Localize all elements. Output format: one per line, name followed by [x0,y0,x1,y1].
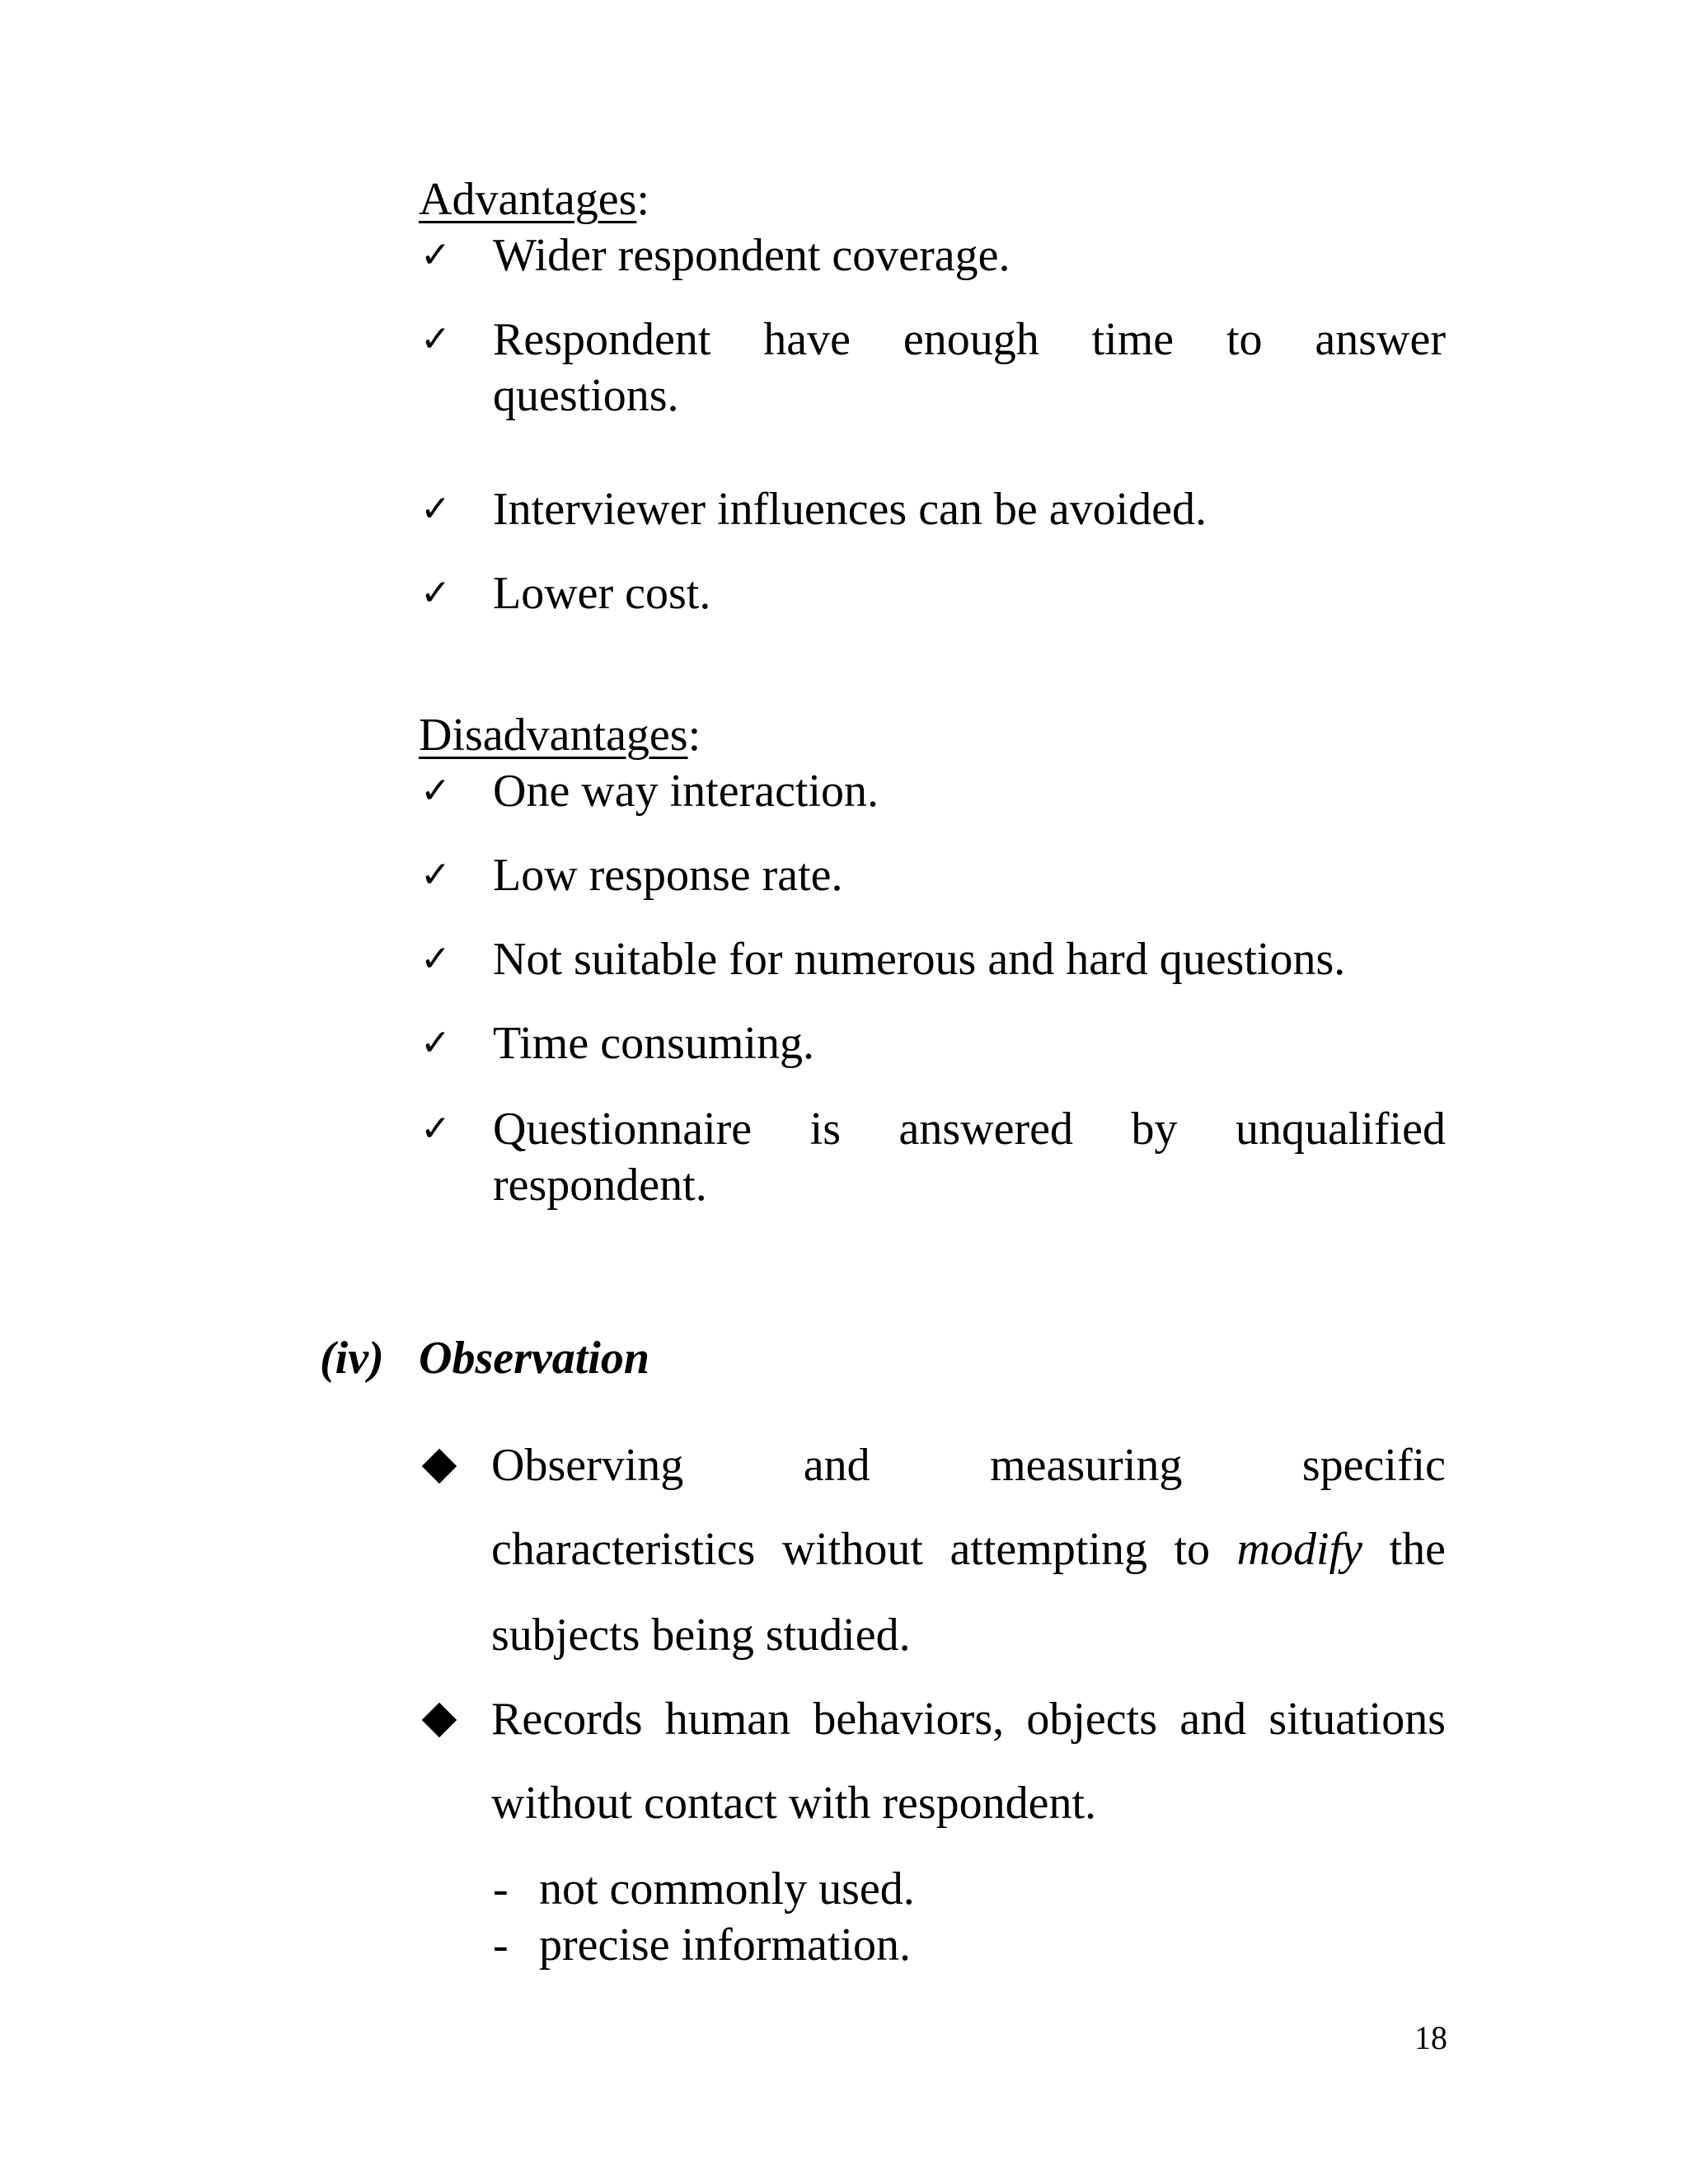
disadvantage-item-3: Not suitable for numerous and hard questions. [493,934,1346,985]
check-icon: ✓ [420,770,451,812]
check-icon: ✓ [420,234,451,276]
emphasis-modify: modify [1236,1524,1363,1575]
disadvantage-item-5-line-1: Questionnaire is answered by unqualified [493,1104,1446,1155]
check-icon: ✓ [420,938,451,980]
advantages-heading-text: Advantages [419,174,637,225]
disadvantages-heading [419,707,701,763]
check-icon: ✓ [420,854,451,896]
disadvantage-item-4: Time consuming. [493,1018,814,1069]
check-icon: ✓ [420,572,451,614]
check-icon: ✓ [420,488,451,530]
disadvantage-item-2: Low response rate. [493,850,843,901]
advantage-item-2-line-2: questions. [493,370,679,421]
advantage-item-1: Wider respondent coverage. [493,230,1010,281]
sub-item-1: not commonly used. [539,1863,915,1915]
observation-point-1-line-2-start: characteristics without attempting to [491,1524,1237,1575]
advantages-heading [419,171,649,227]
sub-item-2: precise information. [539,1919,911,1971]
sub-item-dash: - [493,1919,509,1971]
disadvantage-item-1: One way interaction. [493,766,879,817]
advantages-heading-colon: : [636,174,649,225]
page-number: 18 [1414,2019,1447,2056]
observation-point-1-line-3: subjects being studied. [491,1610,911,1661]
check-icon: ✓ [420,318,451,360]
check-icon: ✓ [420,1108,451,1150]
observation-point-1-line-2-end: the [1362,1524,1446,1575]
check-icon: ✓ [420,1022,451,1064]
diamond-icon [422,1449,457,1483]
observation-point-2-line-2: without contact with respondent. [491,1778,1097,1829]
advantage-item-2-line-1: Respondent have enough time to answer [493,314,1446,365]
observation-point-1-line-1: Observing and measuring specific [491,1440,1446,1491]
disadvantages-heading-colon: : [687,710,701,761]
section-title: Observation [419,1333,649,1384]
observation-point-2-line-1: Records human behaviors, objects and situations [491,1694,1446,1745]
section-number: (iv) [320,1333,384,1384]
observation-point-1-line-2 [491,1521,1446,1577]
sub-item-dash: - [493,1863,509,1915]
advantage-item-4: Lower cost. [493,568,711,619]
disadvantage-item-5-line-2: respondent. [493,1160,707,1211]
disadvantages-heading-text: Disadvantages [419,710,688,761]
diamond-icon [422,1703,457,1737]
advantage-item-3: Interviewer influences can be avoided. [493,484,1207,535]
